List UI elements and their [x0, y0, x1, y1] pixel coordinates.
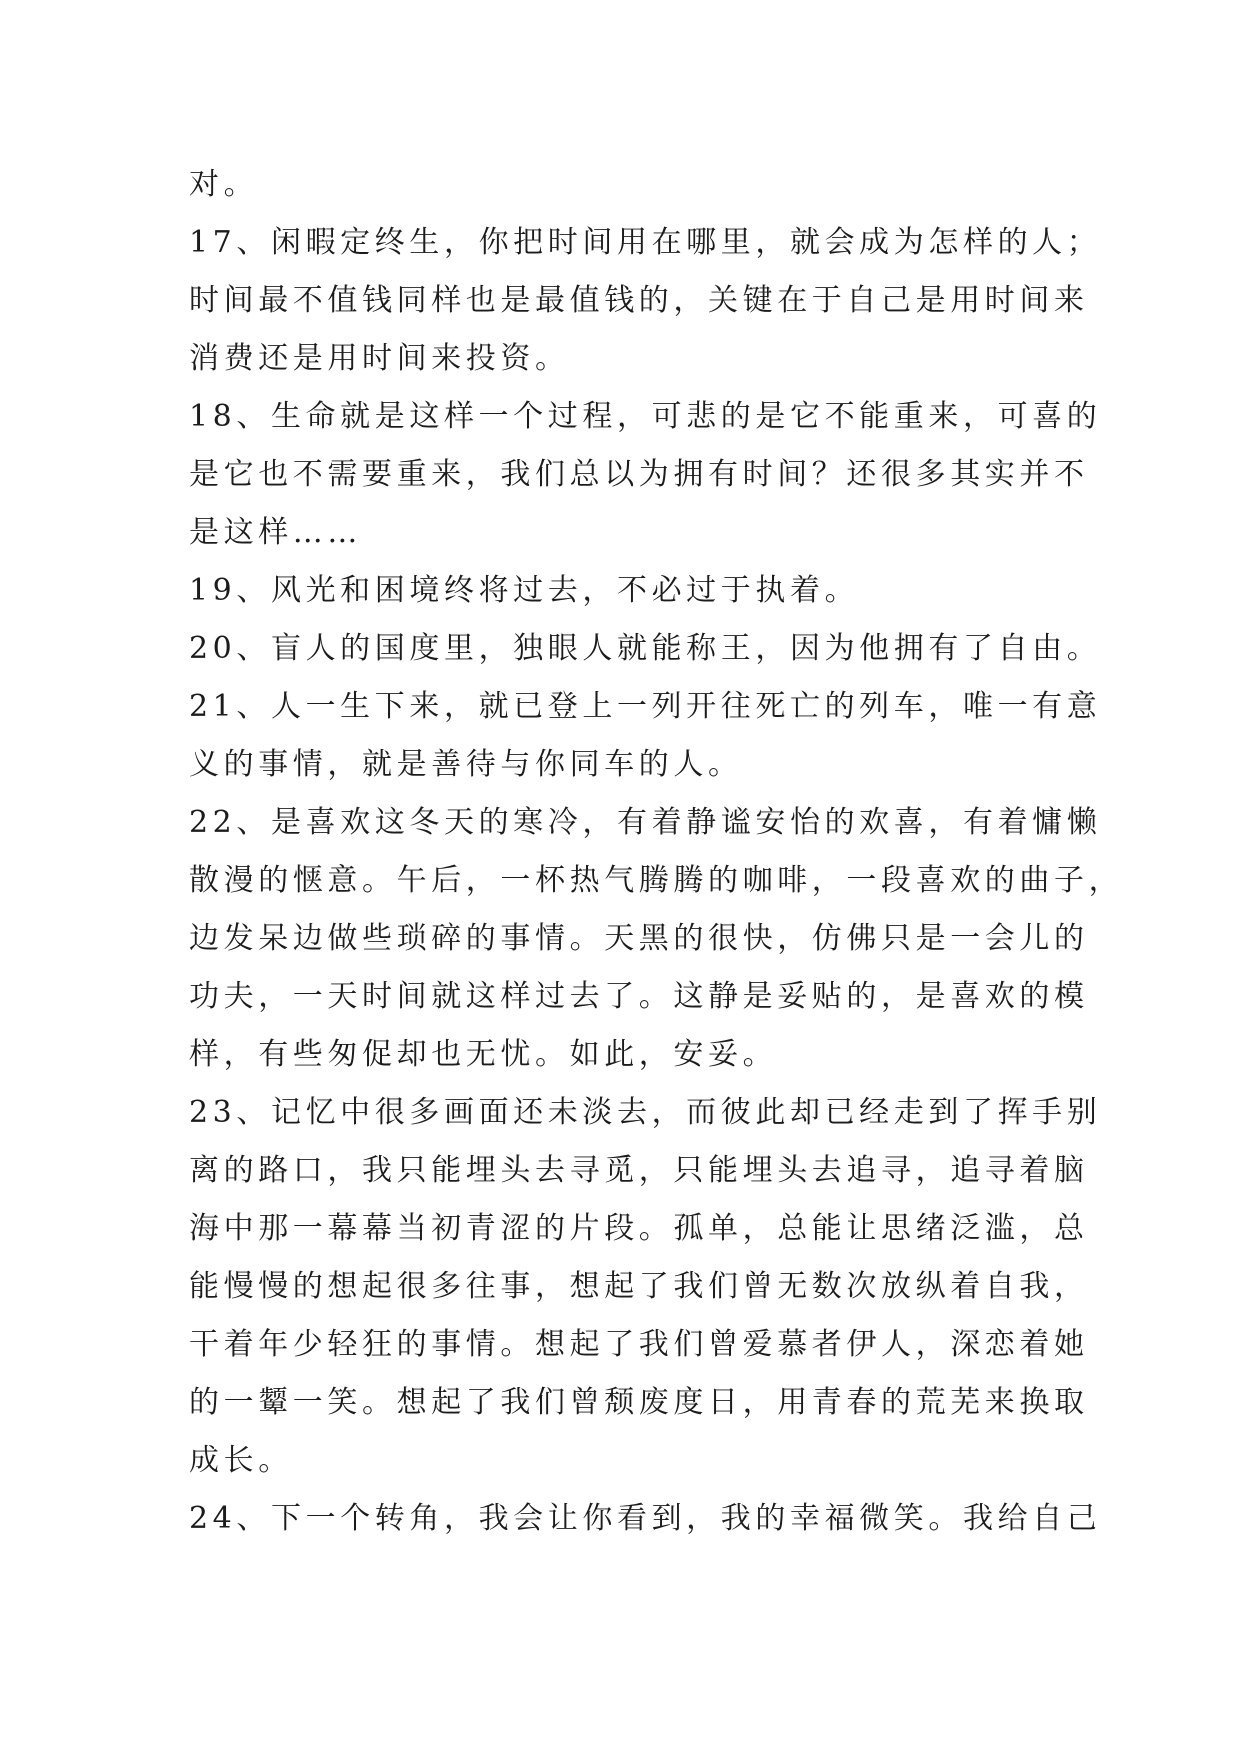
text-line: 功夫，一天时间就这样过去了。这静是妥贴的，是喜欢的模 [189, 979, 1089, 1014]
text-line: 义的事情，就是善待与你同车的人。 [189, 747, 743, 782]
text-line: 样，有些匆促却也无忧。如此，安妥。 [189, 1037, 778, 1072]
text-line: 边发呆边做些琐碎的事情。天黑的很快，仿佛只是一会儿的 [189, 921, 1089, 956]
text-line: 是这样…… [189, 515, 362, 550]
text-line: 时间最不值钱同样也是最值钱的，关键在于自己是用时间来 [189, 283, 1089, 318]
text-line: 20、盲人的国度里，独眼人就能称王，因为他拥有了自由。 [189, 631, 1102, 666]
text-line: 23、记忆中很多画面还未淡去，而彼此却已经走到了挥手别 [189, 1095, 1102, 1130]
text-line: 是它也不需要重来，我们总以为拥有时间？还很多其实并不 [189, 457, 1089, 492]
text-line: 18、生命就是这样一个过程，可悲的是它不能重来，可喜的 [189, 399, 1102, 434]
text-line: 的一颦一笑。想起了我们曾颓废度日，用青春的荒芜来换取 [189, 1385, 1089, 1420]
text-line: 干着年少轻狂的事情。想起了我们曾爱慕者伊人，深恋着她 [189, 1327, 1089, 1362]
text-line: 成长。 [189, 1443, 293, 1478]
text-line: 19、风光和困境终将过去，不必过于执着。 [189, 573, 860, 608]
text-line: 散漫的惬意。午后，一杯热气腾腾的咖啡，一段喜欢的曲子， [189, 863, 1124, 898]
text-line: 24、下一个转角，我会让你看到，我的幸福微笑。我给自己 [189, 1501, 1102, 1536]
document-body [189, 156, 1124, 1548]
text-line: 对。 [189, 167, 259, 202]
text-line: 21、人一生下来，就已登上一列开往死亡的列车，唯一有意 [189, 689, 1102, 724]
text-line: 消费还是用时间来投资。 [189, 341, 570, 376]
text-line: 离的路口，我只能埋头去寻觅，只能埋头去追寻，追寻着脑 [189, 1153, 1089, 1188]
text-line: 海中那一幕幕当初青涩的片段。孤单，总能让思绪泛滥，总 [189, 1211, 1089, 1246]
text-line: 17、闲暇定终生，你把时间用在哪里，就会成为怎样的人； [189, 225, 1102, 260]
text-line: 22、是喜欢这冬天的寒冷，有着静谧安怡的欢喜，有着慵懒 [189, 805, 1102, 840]
text-line: 能慢慢的想起很多往事，想起了我们曾无数次放纵着自我， [189, 1269, 1089, 1304]
